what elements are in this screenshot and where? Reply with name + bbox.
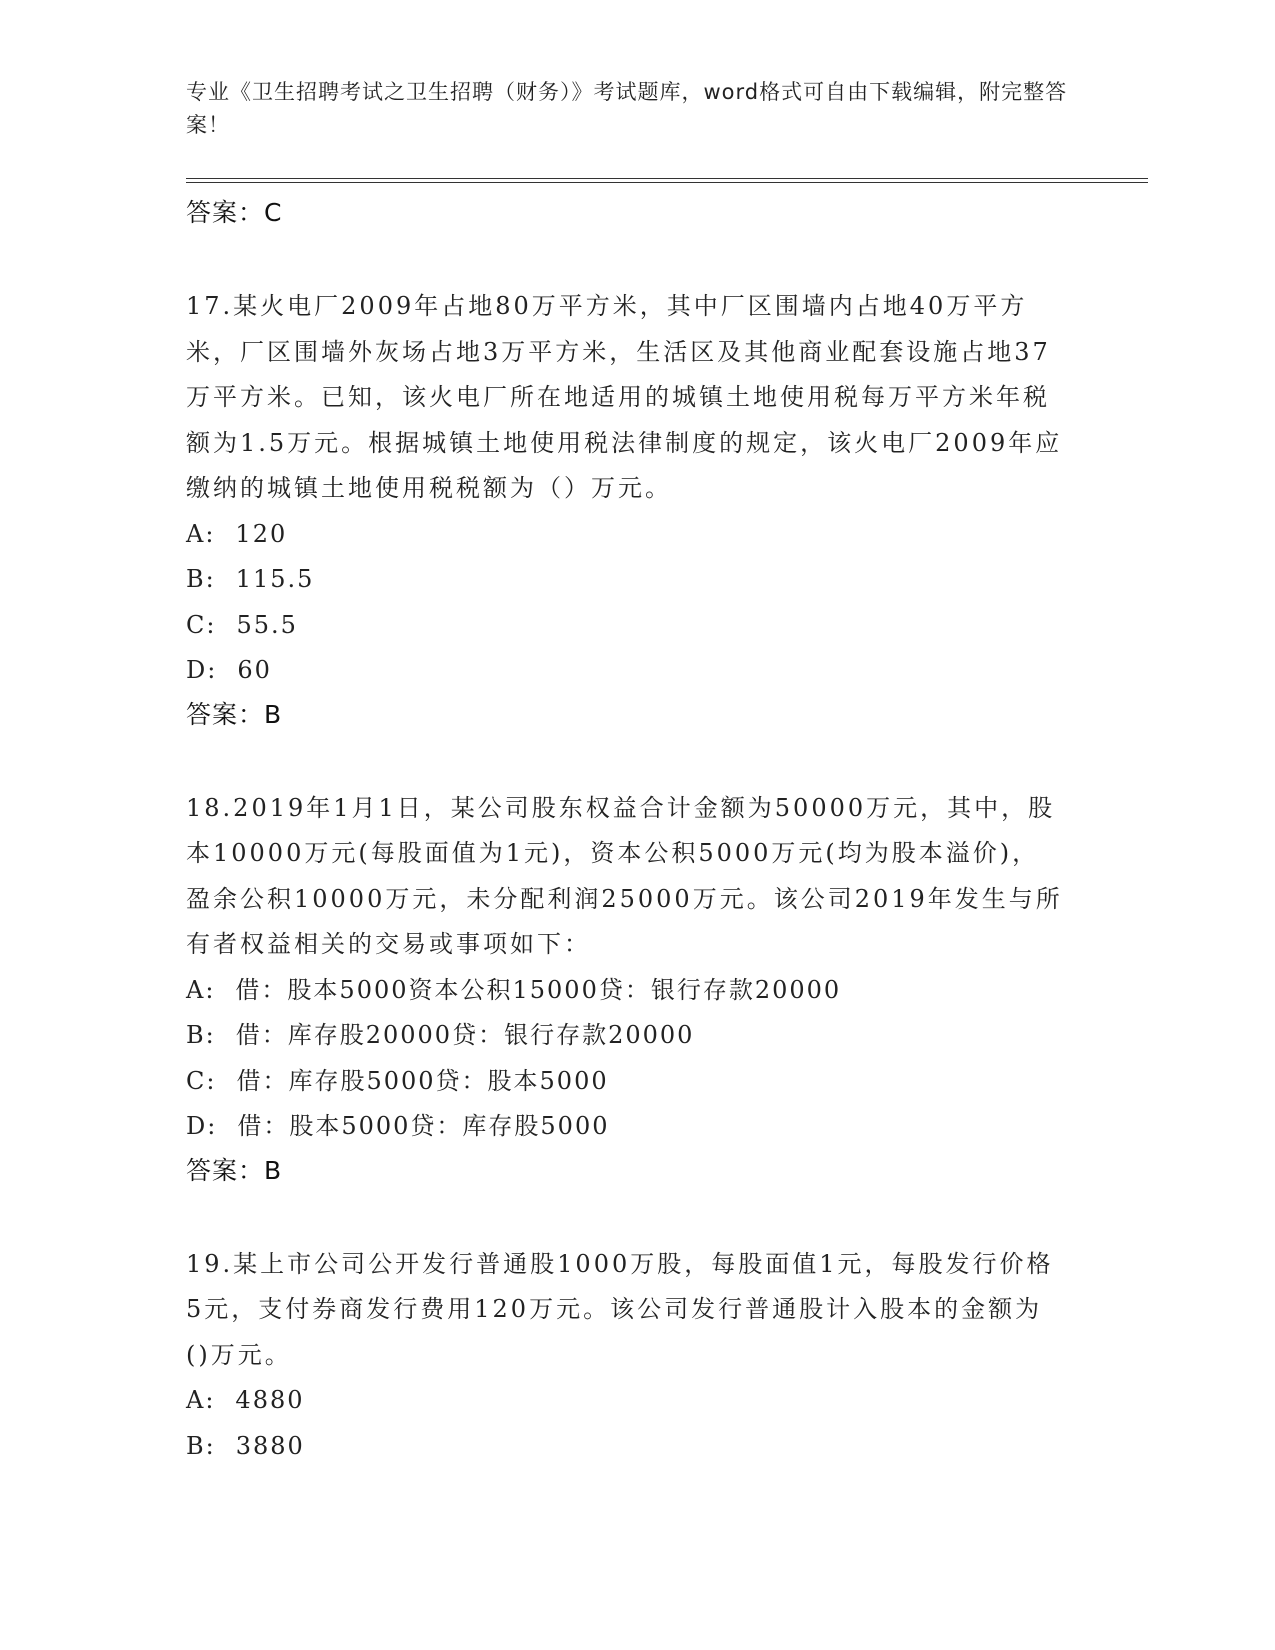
option-b [186, 1424, 1066, 1470]
question-text: 17.某火电厂2009年占地80万平方米，其中厂区围墙内占地40万平方米，厂区围墙外灰场占地3万平方米，生活区及其他商业配套设施占地37万平方米。已知，该火电厂所在地适用的城镇土地使用税每万平方米年税额为1.5万元。根据城镇土地使用税法律制度的规定，该火电厂2009年应缴纳的城镇土地使用税税额为（）万元。 [186, 292, 1063, 502]
option-a [186, 1378, 1066, 1424]
option-key: A: [186, 975, 216, 1004]
header-rule-bottom [186, 182, 1148, 183]
answer-label: 答案： [186, 1155, 265, 1185]
spacer [186, 1192, 1066, 1242]
question-text: 19.某上市公司公开发行普通股1000万股，每股面值1元，每股发行价格5元，支付券商发行费用120万元。该公司发行普通股计入股本的金额为()万元。 [186, 1249, 1054, 1369]
header-rule-top [186, 178, 1148, 179]
option-a [186, 512, 1066, 558]
answer-line [186, 694, 1066, 736]
answer-label: 答案： [186, 699, 265, 729]
option-d [186, 1104, 1066, 1150]
spacer [186, 736, 1066, 786]
option-key: A: [186, 1386, 216, 1414]
option-text: 借：库存股5000贷：股本5000 [236, 1066, 609, 1095]
option-text: 借：股本5000贷：库存股5000 [237, 1112, 610, 1140]
option-text: 120 [235, 519, 288, 548]
option-key: B: [186, 1431, 216, 1460]
option-text: 借：股本5000资本公积15000贷：银行存款20000 [235, 975, 842, 1004]
option-key: D: [186, 656, 218, 684]
document-header: 专业《卫生招聘考试之卫生招聘（财务）》考试题库，word格式可自由下载编辑，附完整答案！ [186, 80, 1068, 137]
answer-value: B [264, 1155, 283, 1185]
option-text: 4880 [235, 1386, 305, 1414]
option-b [186, 557, 1066, 603]
option-d [186, 648, 1066, 694]
option-key: B: [186, 565, 216, 593]
option-a [186, 968, 1066, 1014]
option-text: 60 [237, 656, 272, 684]
document-body [186, 192, 1066, 1469]
option-c [186, 603, 1066, 649]
option-text: 115.5 [235, 565, 315, 593]
spacer [186, 234, 1066, 284]
question-text: 18.2019年1月1日，某公司股东权益合计金额为50000万元，其中，股本10000万元(每股面值为1元)，资本公积5000万元(均为股本溢价)，盈余公积10000万元，未分配利润25000万元。该公司2019年发生与所有者权益相关的交易或事项如下： [186, 793, 1063, 958]
answer-line [186, 192, 1066, 234]
answer-line [186, 1150, 1066, 1192]
option-key: B: [186, 1021, 216, 1049]
option-key: D: [186, 1112, 218, 1140]
option-b [186, 1013, 1066, 1059]
option-text: 借：库存股20000贷：银行存款20000 [235, 1021, 695, 1049]
option-key: C: [186, 610, 217, 639]
option-key: C: [186, 1066, 217, 1095]
option-key: A: [186, 519, 216, 548]
answer-value: C [264, 198, 283, 227]
option-text: 55.5 [236, 610, 298, 639]
option-c [186, 1059, 1066, 1105]
answer-value: B [264, 699, 283, 729]
answer-label: 答案： [186, 198, 265, 227]
option-text: 3880 [235, 1431, 305, 1460]
